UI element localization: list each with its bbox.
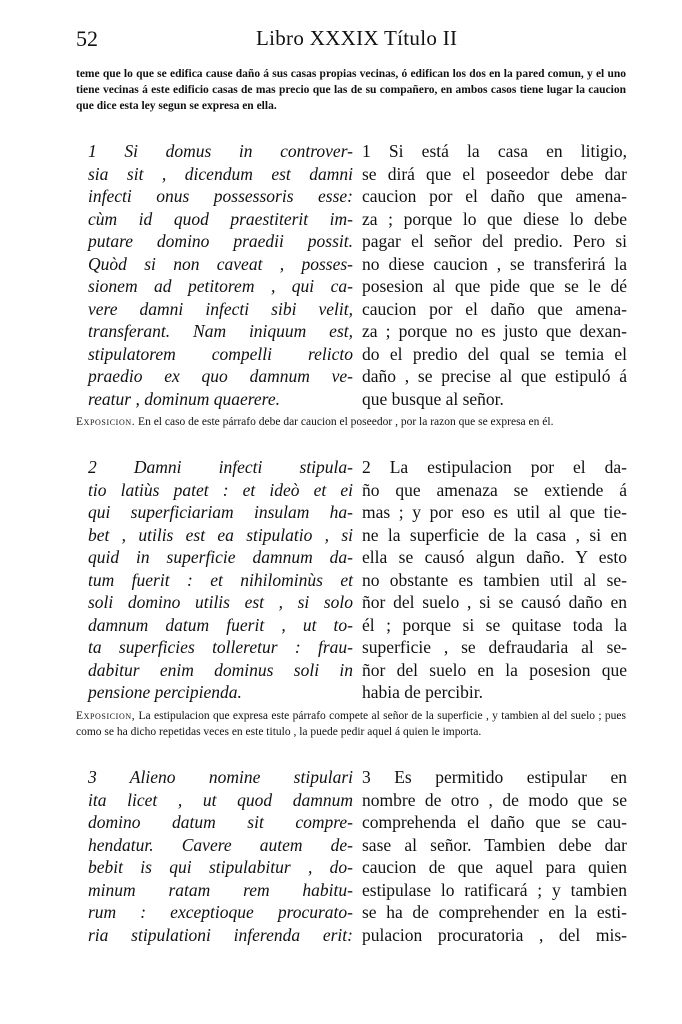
latin-line: quid in superficie damnum da-: [88, 547, 353, 567]
intro-paragraph: teme que lo que se edifica cause daño á sus casas propias vecinas, ó edifican los dos en la pared comun, y el uno tiene vecinas á este edificio casas de mas precio que las de su compañero, en ambos casos tiene lugar la caucion que dice esta ley segun se expresa en ella.: [76, 68, 626, 112]
spanish-line: no obstante es tambien util al se-: [362, 569, 627, 590]
spanish-line: pulacion procuratoria , del mis-: [362, 924, 627, 945]
latin-line: hendatur. Cavere autem de-: [88, 834, 353, 855]
latin-line: rum : exceptioque procurato-: [88, 902, 353, 922]
spanish-line: mas ; y por eso es util al que tie-: [362, 502, 627, 522]
spanish-line: comprehenda el daño que se cau-: [362, 812, 627, 832]
latin-line: 1 Si domus in controver-: [88, 141, 353, 161]
spanish-line: caucion por el daño que amena-: [362, 186, 627, 206]
latin-line: damnum datum fuerit , ut to-: [88, 614, 353, 635]
spanish-line: ñor del suelo , si se causó daño en: [362, 592, 627, 612]
spanish-column: [362, 140, 627, 410]
latin-line: tio latiùs patet : et ideò et ei: [88, 479, 353, 500]
page-header: [76, 26, 636, 56]
spanish-line: superficie , se defraudaria al se-: [362, 637, 627, 657]
exposition-label: Exposicion.: [76, 416, 136, 428]
spanish-line: za ; porque no es justo que dexan-: [362, 321, 627, 341]
spanish-line: se dirá que el poseedor debe dar: [362, 163, 627, 184]
spanish-line: do el predio del qual se temia el: [362, 343, 627, 364]
exposition-text: La estipulacion que expresa este párrafo compete al señor de la superficie , y tambien al del suelo ; pues como se ha dicho repetidas veces en este titulo , la puede pedir aquel á quien le importa.: [76, 710, 626, 738]
spanish-line: se ha de comprehender en la esti-: [362, 902, 627, 922]
latin-line: sia sit , dicendum est damni: [88, 163, 353, 184]
latin-line: minum ratam rem habitu-: [88, 879, 353, 900]
running-title: Libro XXXIX Título II: [256, 26, 458, 50]
latin-line: tum fuerit : et nihilominùs et: [88, 569, 353, 590]
latin-line: cùm id quod praestiterit im-: [88, 208, 353, 229]
latin-line: ria stipulationi inferenda erit:: [88, 924, 353, 945]
spanish-line: nombre de otro , de modo que se: [362, 789, 627, 810]
spanish-line: caucion de que aquel para quien: [362, 857, 627, 877]
spanish-line: ño que amenaza se extiende á: [362, 479, 627, 500]
spanish-line: sase al señor. Tambien debe dar: [362, 834, 627, 855]
latin-line: ita licet , ut quod damnum: [88, 789, 353, 810]
spanish-line: ñor del suelo en la posesion que: [362, 659, 627, 680]
latin-line: ta superficies tolleretur : frau-: [88, 637, 353, 657]
latin-line: bet , utilis est ea stipulatio , si: [88, 524, 353, 545]
latin-column: [88, 140, 353, 410]
exposition-label: Exposicion,: [76, 710, 136, 722]
latin-line: stipulatorem compelli relicto: [88, 343, 353, 364]
latin-line: infecti onus possessoris esse:: [88, 186, 353, 206]
spanish-line: 1 Si está la casa en litigio,: [362, 141, 627, 161]
latin-line: vere damni infecti sibi velit,: [88, 298, 353, 319]
latin-line: soli domino utilis est , si solo: [88, 592, 353, 612]
latin-line: Quòd si non caveat , posses-: [88, 253, 353, 274]
spanish-line: que busque al señor.: [362, 388, 504, 409]
spanish-column: [362, 456, 627, 704]
page-number: 52: [76, 26, 98, 51]
latin-line: domino datum sit compre-: [88, 812, 353, 832]
spanish-line: caucion por el daño que amena-: [362, 298, 627, 319]
section-3: [76, 766, 632, 946]
spanish-line: estipulase lo ratificará ; y tambien: [362, 879, 627, 900]
spanish-line: 2 La estipulacion por el da-: [362, 457, 627, 477]
latin-line: sionem ad petitorem , qui ca-: [88, 276, 353, 296]
spanish-line: za ; porque lo que diese lo debe: [362, 208, 627, 229]
latin-line: pensione percipienda.: [88, 682, 242, 702]
latin-line: bebit is qui stipulabitur , do-: [88, 857, 353, 877]
latin-line: qui superficiariam insulam ha-: [88, 502, 353, 522]
latin-column: [88, 766, 353, 946]
spanish-line: pagar el señor del predio. Pero si: [362, 231, 627, 251]
latin-line: putare domino praedii possit.: [88, 231, 353, 251]
latin-line: dabitur enim dominus soli in: [88, 659, 353, 680]
latin-line: reatur , dominum quaerere.: [88, 388, 280, 409]
spanish-line: posesion al que pide que se le dé: [362, 276, 627, 296]
spanish-line: ne la superficie de la casa , si en: [362, 524, 627, 545]
exposition-2: [76, 708, 626, 740]
exposition-1: [76, 414, 626, 430]
spanish-line: ella se causó algun daño. Y esto: [362, 547, 627, 567]
spanish-line: 3 Es permitido estipular en: [362, 767, 627, 787]
exposition-text: En el caso de este párrafo debe dar caucion el poseedor , por la razon que se expresa en él.: [138, 416, 554, 428]
latin-line: praedio ex quo damnum ve-: [88, 366, 353, 386]
spanish-line: habia de percibir.: [362, 682, 483, 702]
section-2: [76, 456, 632, 706]
latin-column: [88, 456, 353, 704]
spanish-line: él ; porque si se quitase toda la: [362, 614, 627, 635]
section-1: [76, 140, 632, 410]
latin-line: transferant. Nam iniquum est,: [88, 321, 353, 341]
spanish-line: daño , se precise al que estipuló á: [362, 366, 627, 386]
spanish-column: [362, 766, 627, 946]
spanish-line: no diese caucion , se transferirá la: [362, 253, 627, 274]
latin-line: 3 Alieno nomine stipulari: [88, 767, 353, 787]
latin-line: 2 Damni infecti stipula-: [88, 457, 353, 477]
